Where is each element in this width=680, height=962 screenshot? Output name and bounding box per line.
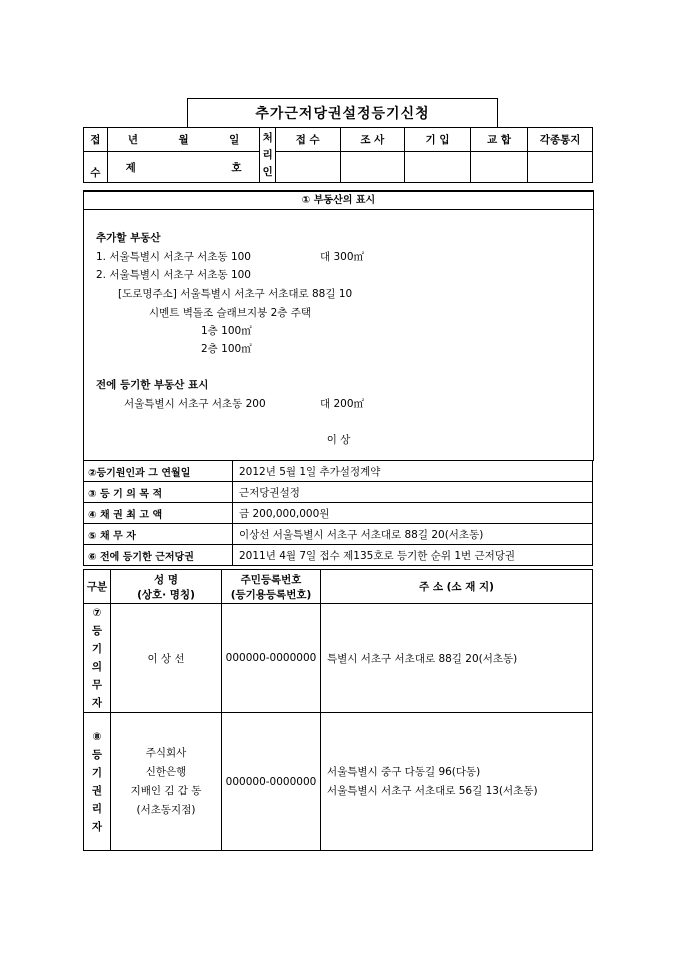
- info-row-cause: [84, 461, 593, 482]
- info-label-prior-mortgage: ⑥ 전에 등기한 근저당권: [84, 545, 233, 566]
- receipt-label-jeop: 접: [84, 128, 108, 152]
- property-item-2: 2. 서울특별시 서초구 서초동 100: [96, 269, 251, 281]
- info-value-max-amount: 금 200,000,000원: [233, 503, 593, 524]
- added-property-heading: 추가할 부동산: [96, 232, 161, 244]
- col-notice: 각종통지: [528, 128, 593, 152]
- info-label-cause: ②등기원인과 그 연월일: [84, 461, 233, 482]
- info-value-purpose: 근저당권설정: [233, 482, 593, 503]
- obligor-name: 이 상 선: [111, 604, 222, 713]
- receipt-number-cell: [107, 152, 260, 183]
- obligee-row: [84, 713, 593, 851]
- receipt-label-su: 수: [84, 152, 108, 183]
- col-address: 주 소 (소 재 지): [321, 570, 593, 604]
- je-label: 제: [125, 161, 136, 174]
- property-section-title: ① 부동산의 표시: [84, 192, 593, 210]
- receipt-date-cell: [107, 128, 260, 152]
- obligee-address: 서울특별시 중구 다동길 96(다동) 서울특별시 서초구 서초대로 56길 13(서초동): [321, 713, 593, 851]
- document-title: 추가근저당권설정등기신청: [187, 98, 498, 128]
- info-value-cause: 2012년 5월 1일 추가설정계약: [233, 461, 593, 482]
- col-id: 주민등록번호 (등기용등록번호): [222, 570, 321, 604]
- receipt-table: [83, 127, 593, 183]
- obligor-id: 000000-0000000: [222, 604, 321, 713]
- stamp-entry: [405, 152, 471, 183]
- info-value-debtor: 이상선 서울특별시 서초구 서초대로 88길 20(서초동): [233, 524, 593, 545]
- info-label-debtor: ⑤ 채 무 자: [84, 524, 233, 545]
- parties-header-row: [84, 570, 593, 604]
- col-review: 조 사: [340, 128, 405, 152]
- stamp-review: [340, 152, 405, 183]
- obligee-id: 000000-0000000: [222, 713, 321, 851]
- property-item-1-area: 대 300㎡: [320, 251, 365, 263]
- obligor-label: ⑦ 등 기 의 무 자: [84, 604, 111, 713]
- stamp-receipt: [275, 152, 340, 183]
- processor-label: 처 리 인: [260, 128, 275, 183]
- col-entry: 기 입: [405, 128, 471, 152]
- floor-2: 2층 100㎡: [201, 343, 252, 355]
- info-row-max-amount: [84, 503, 593, 524]
- obligor-row: [84, 604, 593, 713]
- building-structure: 시멘트 벽돌조 슬래브지붕 2층 주택: [149, 307, 312, 319]
- obligee-label: ⑧ 등 기 권 리 자: [84, 713, 111, 851]
- property-section: [83, 190, 594, 461]
- col-name: 성 명 (상호· 명칭): [111, 570, 222, 604]
- prior-property-address: 서울특별시 서초구 서초동 200: [124, 398, 266, 410]
- floor-1: 1층 100㎡: [201, 325, 252, 337]
- col-receipt: 접 수: [275, 128, 340, 152]
- info-row-purpose: [84, 482, 593, 503]
- year-label: 년: [127, 134, 138, 146]
- property-item-1: 1. 서울특별시 서초구 서초동 100: [96, 251, 251, 263]
- info-row-prior-mortgage: [84, 545, 593, 566]
- info-label-purpose: ③ 등 기 의 목 적: [84, 482, 233, 503]
- col-type: 구분: [84, 570, 111, 604]
- month-label: 월: [178, 134, 189, 146]
- info-label-max-amount: ④ 채 권 최 고 액: [84, 503, 233, 524]
- info-value-prior-mortgage: 2011년 4월 7일 접수 제135호로 등기한 순위 1번 근저당권: [233, 545, 593, 566]
- parties-table: [83, 569, 593, 851]
- prior-property-heading: 전에 등기한 부동산 표시: [96, 379, 209, 391]
- stamp-notice: [528, 152, 593, 183]
- prior-property-area: 대 200㎡: [320, 398, 365, 410]
- ho-label: 호: [231, 161, 242, 174]
- day-label: 일: [229, 134, 240, 146]
- obligee-name: 주식회사 신한은행 지배인 김 갑 동 (서초동지점): [111, 713, 222, 851]
- end-mark: 이 상: [326, 434, 351, 446]
- info-row-debtor: [84, 524, 593, 545]
- stamp-verify: [470, 152, 527, 183]
- obligor-address: 특별시 서초구 서초대로 88길 20(서초동): [321, 604, 593, 713]
- road-address: [도로명주소] 서울특별시 서초구 서초대로 88길 10: [118, 288, 353, 300]
- col-verify: 교 합: [470, 128, 527, 152]
- registration-info-table: [83, 460, 593, 566]
